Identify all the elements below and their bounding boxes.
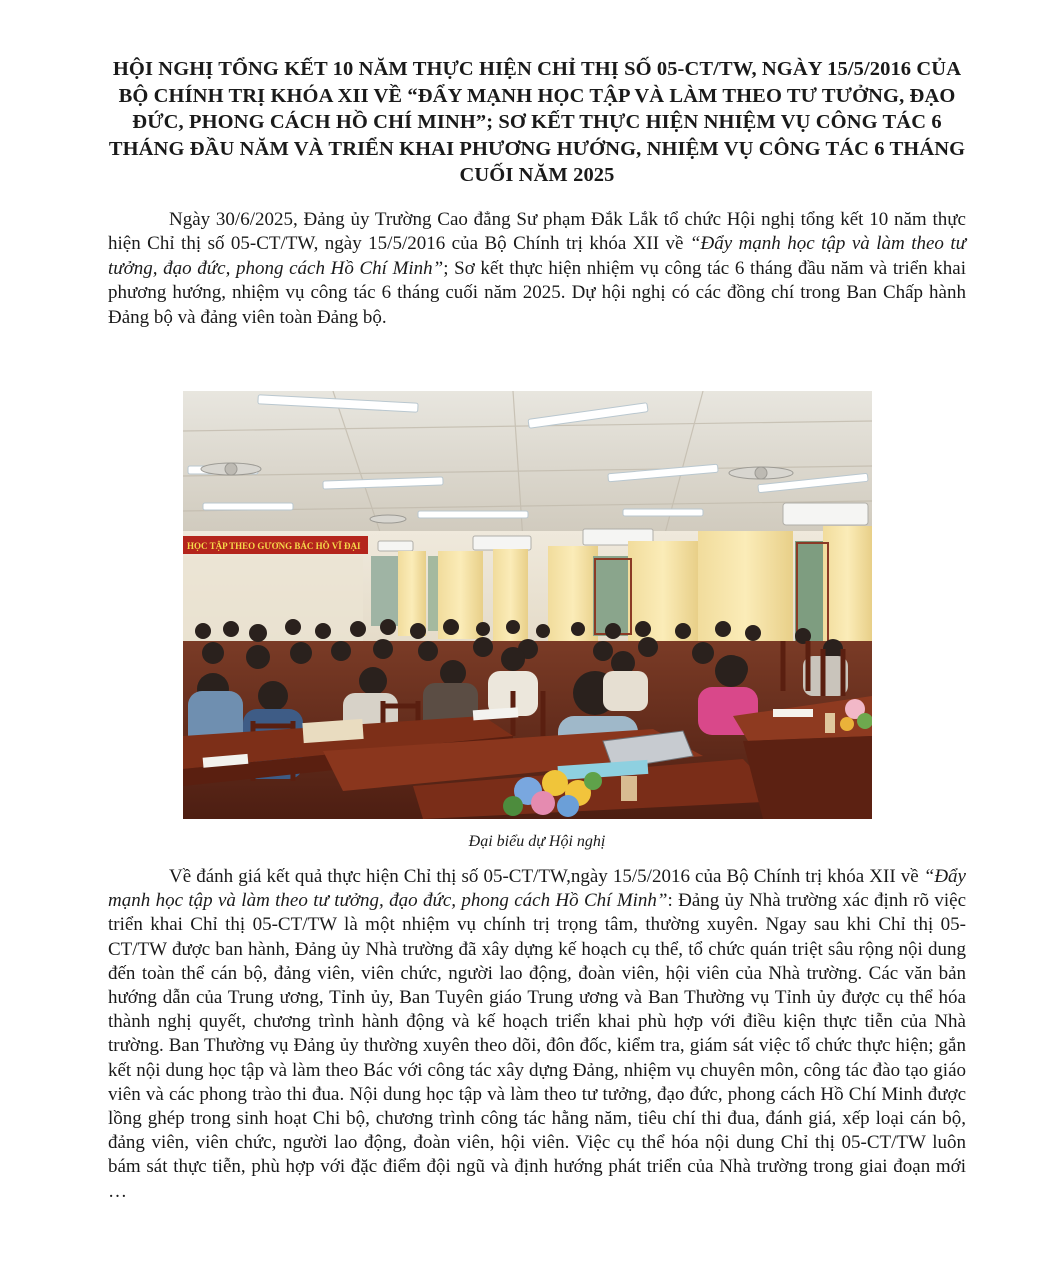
intro-paragraph [108,208,966,330]
ceiling [183,391,872,541]
banner-text: HỌC TẬP THEO GƯƠNG BÁC HỒ VĨ ĐẠI [187,541,361,551]
evaluation-text-start: Về đánh giá kết quả thực hiện Chỉ thị số 05-CT/TW,ngày 15/5/2016 của Bộ Chính trị khóa XII về [169,866,924,887]
intro-text-end: ; Sơ kết thực hiện nhiệm vụ công tác 6 tháng đầu năm và triển khai phương hướng, nhiệm vụ công tác 6 tháng cuối năm 2025. Dự hội nghị có các đồng chí trong Ban Chấp hành Đảng bộ và đảng viên toàn Đảng bộ. [108,257,967,328]
intro-italic-quote: “Đẩy mạnh học tập và làm theo tư tưởng, đạo đức, phong cách Hồ Chí Minh” [108,233,966,279]
wall-banner [183,536,368,554]
evaluation-italic-quote: “Đẩy mạnh học tập và làm theo tư tưởng, đạo đức, phong cách Hồ Chí Minh” [108,866,966,912]
document-title: HỘI NGHỊ TỔNG KẾT 10 NĂM THỰC HIỆN CHỈ THỊ SỐ 05-CT/TW, NGÀY 15/5/2016 CỦA BỘ CHÍNH TRỊ KHÓA XII VỀ “ĐẨY MẠNH HỌC TẬP VÀ LÀM THEO TƯ TƯỞNG, ĐẠO ĐỨC, PHONG CÁCH HỒ CHÍ MINH”; SƠ KẾT THỰC HIỆN NHIỆM VỤ CÔNG TÁC 6 THÁNG ĐẦU NĂM VÀ TRIỂN KHAI PHƯƠNG HƯỚNG, NHIỆM VỤ CÔNG TÁC 6 THÁNG CUỐI NĂM 2025 [108,58,966,186]
photo-caption: Đại biểu dự Hội nghị [468,833,606,850]
evaluation-paragraph [108,865,966,1204]
intro-text-start: Ngày 30/6/2025, Đảng ủy Trường Cao đẳng Sư phạm Đắk Lắk tổ chức Hội nghị tổng kết 10 năm thực hiện Chỉ thị số 05-CT/TW, ngày 15/5/2016 của Bộ Chính trị khóa XII về [108,209,966,255]
evaluation-text-end: : Đảng ủy Nhà trường xác định rõ việc triển khai Chỉ thị 05-CT/TW là một nhiệm vụ chính trị trọng tâm, thường xuyên. Ngay sau khi Chỉ thị 05-CT/TW được ban hành, Đảng ủy Nhà trường đã xây dựng kế hoạch cụ thể, tổ chức quán triệt sâu rộng nội dung đến toàn thể cán bộ, đảng viên, viên chức, người lao động, đoàn viên, hội viên của Nhà trường. Các văn bản hướng dẫn của Trung ương, Tỉnh ủy, Ban Tuyên giáo Trung ương và Ban Thường vụ Tỉnh ủy được cụ thể hóa thành nghị quyết, chương trình hành động và kế hoạch triển khai phù hợp với điều kiện thực tiễn của Nhà trường. Ban Thường vụ Đảng ủy thường xuyên theo dõi, đôn đốc, kiểm tra, giám sát việc tổ chức thực hiện; gắn kết nội dung học tập và làm theo Bác với công tác xây dựng Đảng, nhiệm vụ chuyên môn, công tác đào tạo giáo viên và các phong trào thi đua. Nội dung học tập và làm theo tư tưởng, đạo đức, phong cách Hồ Chí Minh được lồng ghép trong sinh hoạt Chi bộ, chương trình công tác hằng năm, tiêu chí thi đua, đánh giá, xếp loại cán bộ, đảng viên, viên chức, người lao động, đoàn viên, hội viên. Việc cụ thể hóa nội dung Chỉ thị 05-CT/TW luôn bám sát thực tiễn, phù hợp với đặc điểm đội ngũ và định hướng phát triển của Nhà trường trong giai đoạn mới … [108,890,967,1202]
conference-photo [183,391,872,819]
